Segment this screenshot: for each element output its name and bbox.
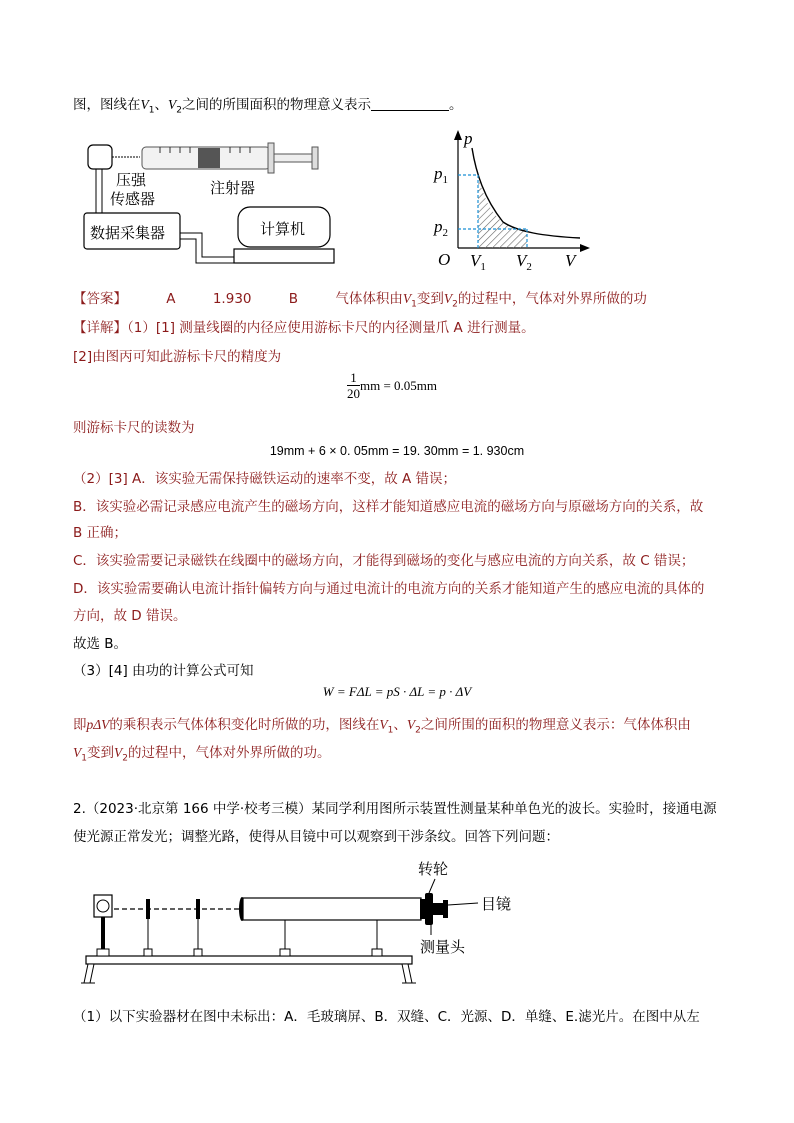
- sensor-label-1: 压强: [116, 171, 147, 189]
- q2-line-1: 2.（2023·北京第 166 中学·校考三模）某同学利用图所示装置性测量某种单色光的波长。实验时，接通电源: [73, 801, 717, 817]
- v-axis-label: V: [565, 251, 576, 270]
- detail-line-5a: B．该实验必需记录感应电流产生的磁场方向，这样才能知道感应电流的磁场方向与原磁场方向的关系，故: [73, 499, 704, 515]
- precision-formula: $\frac{1}{20}$ mm = 0.05mm: [347, 370, 438, 401]
- syringe-label: 注射器: [210, 179, 256, 197]
- wheel-label: 转轮: [418, 860, 449, 878]
- computer-base: [234, 249, 334, 263]
- work-formula: W = FΔL = pS · ΔL = p · ΔV: [322, 684, 472, 699]
- pv-graph: [428, 128, 593, 278]
- light-tube: [243, 898, 421, 920]
- v1-label: $V_1$: [470, 251, 486, 273]
- detail-line-7b: 方向，故 D 错误。: [73, 608, 187, 624]
- detail-line-1: 【详解】（1）[1] 测量线圈的内径应使用游标卡尺的内径测量爪 A 进行测量。: [73, 320, 535, 336]
- origin-label: O: [438, 250, 451, 269]
- work-area-shading: [478, 175, 527, 248]
- answer-line: 【答案】 A 1.930 B 气体体积由$V_1$变到$V_2$的过程中，气体对外界所做的功: [73, 291, 647, 310]
- detail-line-7a: D．该实验需要确认电流计指针偏转方向与通过电流计的电流方向的关系才能知道产生的感应电流的具体的: [73, 581, 705, 597]
- q2-line-3: （1）以下实验器材在图中未标出：A．毛玻璃屏、B．双缝、C．光源、D．单缝、E.滤光片。在图中从左: [73, 1009, 700, 1025]
- eyepiece-label: 目镜: [481, 895, 512, 913]
- computer-label: 计算机: [260, 220, 306, 238]
- detail-line-8: 故选 B。: [73, 636, 128, 652]
- sensor-label-2: 传感器: [110, 190, 156, 208]
- detail-line-4: （2）[3] A．该实验无需保持磁铁运动的速率不变，故 A 错误；: [73, 471, 457, 487]
- v2-label: $V_2$: [516, 251, 532, 273]
- answer-blank: [371, 97, 449, 111]
- detail-line-11: $V_1$变到$V_2$的过程中，气体对外界所做的功。: [73, 745, 331, 764]
- interference-apparatus-figure: [80, 855, 520, 990]
- eyepiece: [443, 900, 448, 918]
- syringe-plunger: [274, 154, 314, 162]
- detail-line-9: （3）[4] 由功的计算公式可知: [73, 663, 254, 679]
- syringe-apparatus-figure: [80, 135, 340, 270]
- p2-label: $p_2$: [434, 217, 448, 239]
- syringe-piston: [198, 148, 220, 168]
- measuring-head-label: 测量头: [420, 938, 466, 956]
- sensor-box: [88, 145, 112, 169]
- collector-label: 数据采集器: [90, 224, 166, 242]
- detail-line-5b: B 正确；: [73, 525, 128, 541]
- q2-line-2: 使光源正常发光；调整光路，使得从目镜中可以观察到干涉条纹。回答下列问题：: [73, 829, 559, 845]
- intro-line: 图，图线在$V_1$、$V_2$之间的所围面积的物理意义表示 。: [73, 97, 463, 116]
- detail-line-2: [2]由图丙可知此游标卡尺的精度为: [73, 349, 282, 365]
- optical-bench: [86, 956, 412, 964]
- detail-line-3: 则游标卡尺的读数为: [73, 420, 195, 436]
- detail-line-10: 即pΔV的乘积表示气体体积变化时所做的功，图线在$V_1$、$V_2$之间所围的面积的物理意义表示：气体体积由: [73, 717, 691, 736]
- p1-label: $p_1$: [434, 164, 448, 186]
- rotating-wheel: [425, 893, 433, 925]
- reading-formula: 19mm + 6 × 0. 05mm = 19. 30mm = 1. 930cm: [269, 444, 525, 458]
- p-axis-label: p: [464, 129, 473, 148]
- detail-line-6: C．该实验需要记录磁铁在线圈中的磁场方向，才能得到磁场的变化与感应电流的方向关系，故 C 错误；: [73, 553, 695, 569]
